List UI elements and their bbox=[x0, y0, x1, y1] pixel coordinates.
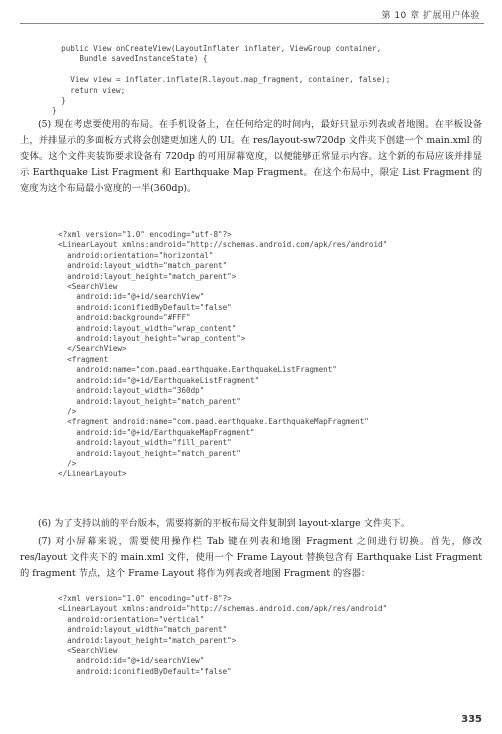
header-rule bbox=[20, 23, 484, 24]
paragraph-step-5 bbox=[20, 117, 482, 197]
paragraph-step-7 bbox=[20, 534, 482, 582]
paragraph-7-text: (7) 对小屏幕来说，需要使用操作栏 Tab 键在列表和地图 Fragment 之间进行切换。首先，修改 res/layout 文件夹下的 main.xml 文件，使用一个 Frame Layout 替换包含有 Earthquake List Fragment 的 fragment 节点，这个 Frame Layout 将作为列表或者地图 Fragment 的容器： bbox=[20, 536, 482, 579]
chapter-title: 第 10 章 扩展用户体验 bbox=[381, 11, 480, 21]
code-block-oncreateview: public View onCreateView(LayoutInflater inflater, ViewGroup container, Bundle savedInstanceState) { View view = inflater.inflate(R.layout.map_fragment, container, false); return view; } } bbox=[52, 44, 391, 116]
code-block-phone-layout: <?xml version="1.0" encoding="utf-8"?> <LinearLayout xmlns:android="http://schemas.android.com/apk/res/android" android:orientation="vertical" android:layout_width="match_parent" android:layout_height="match_parent"> <SearchView android:id="@+id/searchView" android:iconifiedByDefault="false" bbox=[58, 594, 388, 676]
page-number: 335 bbox=[461, 714, 482, 725]
page-header bbox=[0, 0, 502, 26]
code-block-tablet-layout: <?xml version="1.0" encoding="utf-8"?> <LinearLayout xmlns:android="http://schemas.android.com/apk/res/android" android:orientation="horizontal" android:layout_width="match_parent" android:layout_height="match_parent"> <SearchView android:id="@+id/searchView" android:iconifiedByDefault="false" android:background="#FFF" android:layout_width="wrap_content" android:layout_height="wrap_content"> </SearchView> <fragment android:name="com.paad.earthquake.EarthquakeListFragment" android:id="@+id/EarthquakeListFragment" android:layout_width="360dp" android:layout_height="match_parent" /> <fragment android:name="com.paad.earthquake.EarthquakeMapFragment" android:id="@+id/EarthquakeMapFragment" android:layout_width="fill_parent" android:layout_height="match_parent" /> </LinearLayout> bbox=[58, 230, 388, 479]
paragraph-step-6 bbox=[20, 516, 482, 532]
paragraph-5-text: (5) 现在考虑要使用的布局。在手机设备上，在任何给定的时间内，最好只显示列表或者地图。在平板设备上，并排显示的多面板方式将会创建更加迷人的 UI。在 res/layout-sw720dp 文件夹下创建一个 main.xml 的变体。这个文件夹装饰要求设备有 720dp 的可用屏幕宽度，以便能够正常显示内容。这个新的布局应该并排显示 Earthquake List Fragment 和 Earthquake Map Fragment。在这个布局中，限定 List Fragment 的宽度为这个布局最小宽度的一半(360dp)。 bbox=[20, 119, 482, 194]
paragraph-6-text: (6) 为了支持以前的平台版本，需要将新的平板布局文件复制到 layout-xlarge 文件夹下。 bbox=[38, 518, 411, 529]
